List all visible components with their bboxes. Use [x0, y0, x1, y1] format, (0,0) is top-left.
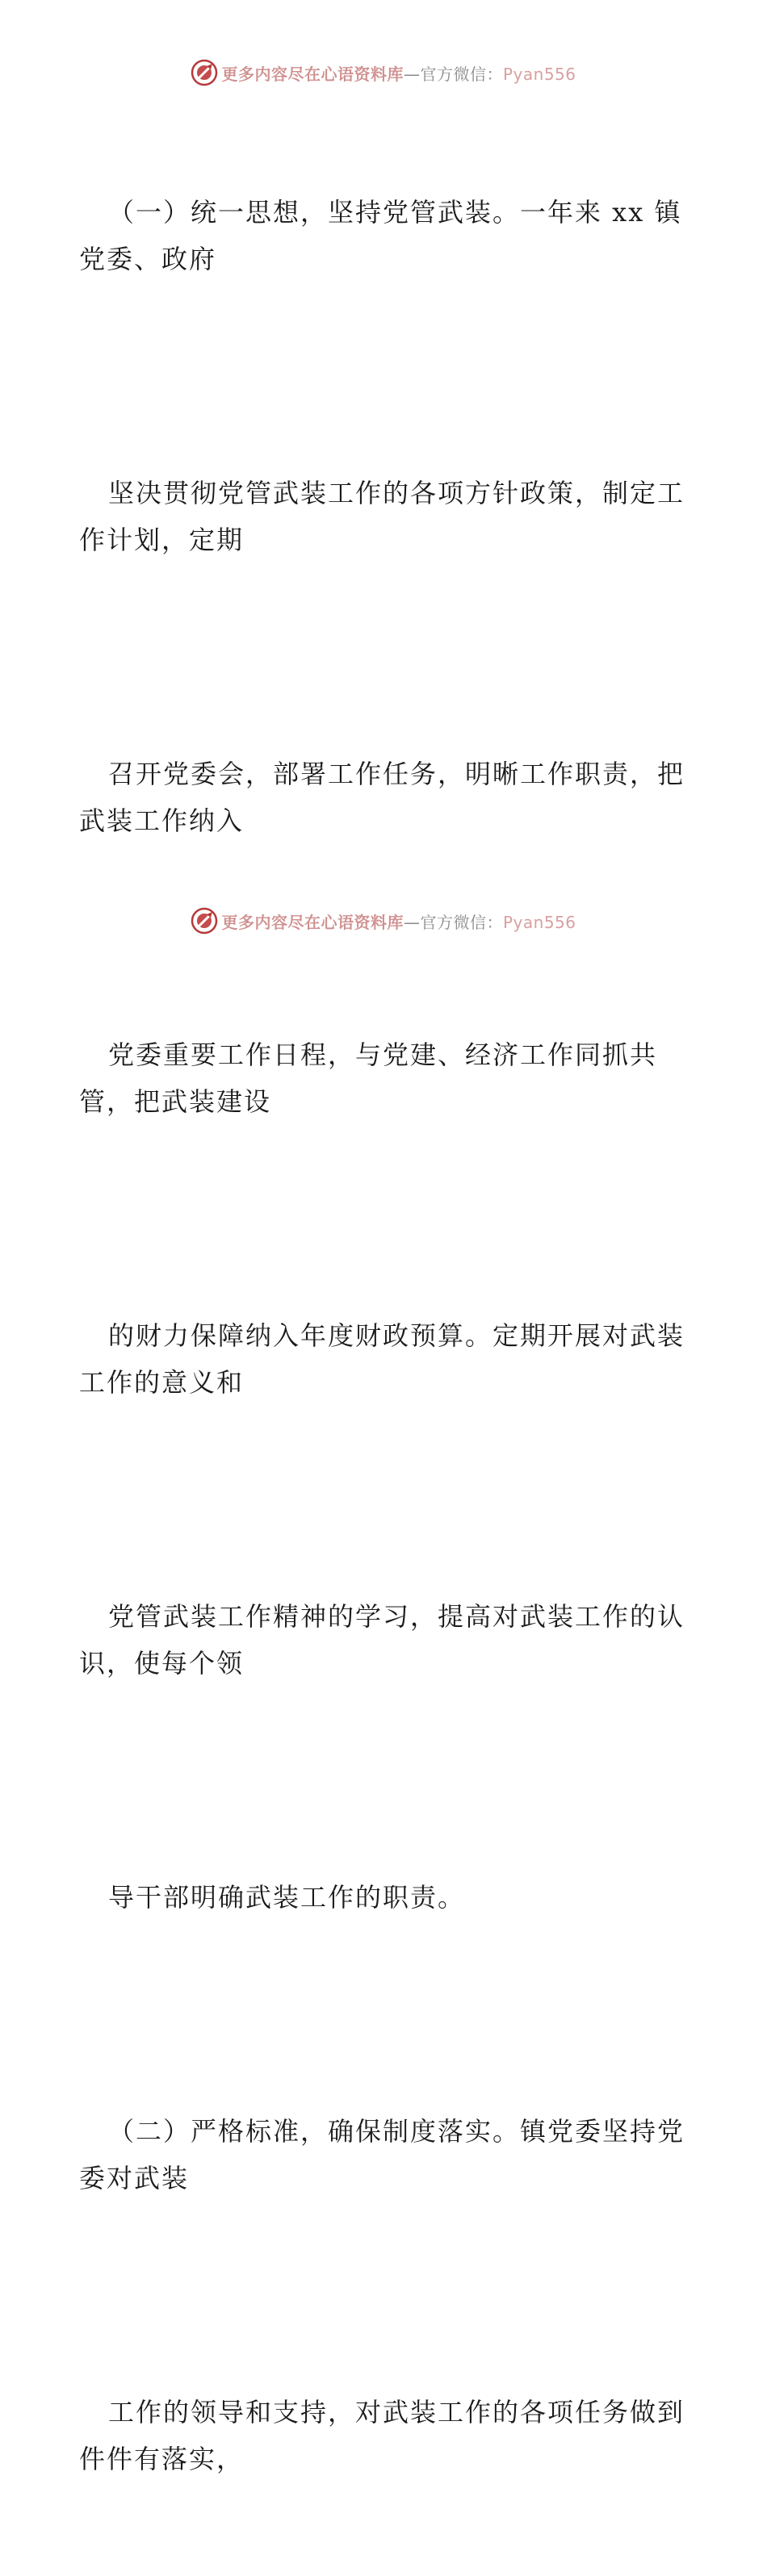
- watermark-text: [221, 910, 576, 933]
- paragraph-first-line: 党管武装工作精神的学习，提高对武装工作的认: [108, 1601, 685, 1632]
- paragraph-continuation: 件件有落实，: [79, 2444, 245, 2474]
- paragraph: [79, 1499, 693, 1780]
- header-watermark: [0, 56, 767, 89]
- watermark-label: 官方微信：: [420, 912, 503, 932]
- paragraph: [79, 95, 693, 376]
- paragraph-continuation: 委对武装: [79, 2163, 190, 2193]
- paragraph: [79, 1219, 693, 1499]
- paragraph-continuation: 工作的意义和: [79, 1367, 245, 1398]
- paragraph: [79, 1780, 693, 2014]
- paragraph-continuation: 武装工作纳入: [79, 805, 245, 836]
- paragraph-continuation: 管，把武装建设: [79, 1086, 272, 1117]
- paragraph-continuation: 识，使每个领: [79, 1648, 245, 1679]
- paragraph-first-line: 坚决贯彻党管武装工作的各项方针政策，制定工: [108, 478, 685, 508]
- watermark-label: 官方微信：: [420, 64, 503, 84]
- paragraph-continuation: 作计划，定期: [79, 525, 245, 555]
- paragraph-first-line: 召开党委会，部署工作任务，明晰工作职责，把: [108, 759, 685, 789]
- paragraph-first-line: （一）统一思想，坚持党管武装。一年来 xx 镇: [108, 197, 682, 228]
- watermark-text: [221, 61, 576, 85]
- paragraph-continuation: 党委、政府: [79, 244, 217, 274]
- watermark-brand: 更多内容尽在心语资料库: [221, 64, 404, 84]
- paragraph-first-line: 导干部明确武装工作的职责。: [108, 1882, 466, 1913]
- brand-logo-icon: [191, 907, 218, 935]
- paragraph: [79, 657, 693, 938]
- watermark-separator: —: [403, 912, 421, 932]
- watermark-separator: —: [403, 64, 421, 84]
- paragraph-first-line: （二）严格标准，确保制度落实。镇党委坚持党: [108, 2116, 685, 2147]
- paragraph: [79, 938, 693, 1219]
- paragraph: [79, 2295, 693, 2576]
- footer-watermark: [0, 905, 767, 937]
- paragraph-first-line: 工作的领导和支持，对武装工作的各项任务做到: [108, 2397, 685, 2428]
- paragraph-first-line: 的财力保障纳入年度财政预算。定期开展对武装: [108, 1320, 685, 1351]
- watermark-id: Pyan556: [502, 912, 576, 932]
- paragraph-first-line: 党委重要工作日程，与党建、经济工作同抓共: [108, 1039, 658, 1070]
- brand-logo-icon: [191, 59, 218, 86]
- watermark-brand: 更多内容尽在心语资料库: [221, 912, 404, 932]
- document-body: [79, 95, 693, 2576]
- watermark-id: Pyan556: [502, 64, 576, 84]
- paragraph: [79, 376, 693, 657]
- paragraph: [79, 2014, 693, 2295]
